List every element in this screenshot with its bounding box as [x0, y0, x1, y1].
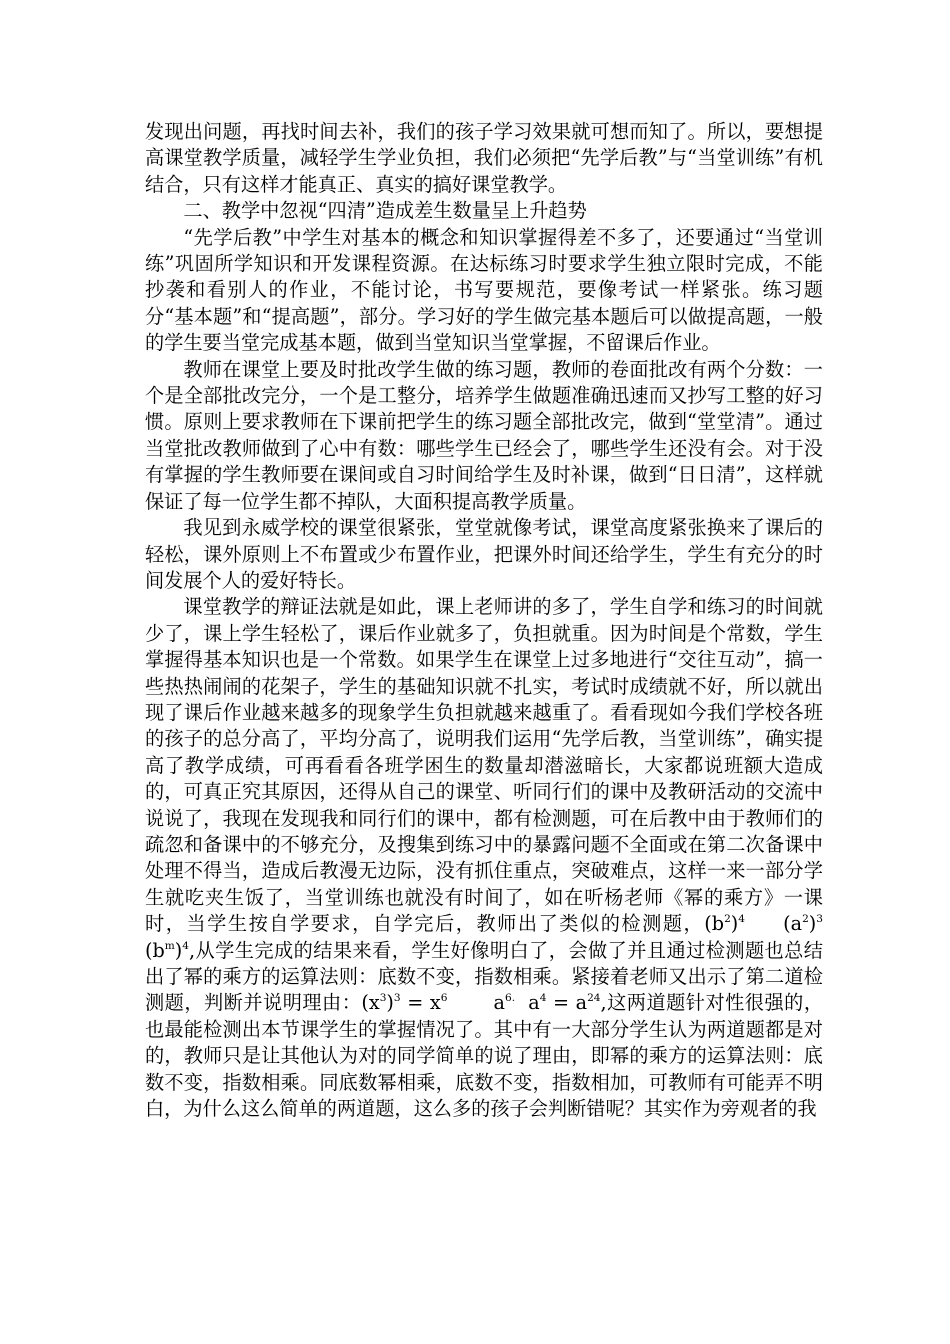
paragraph-5-text: 课堂教学的辩证法就是如此，课上老师讲的多了，学生自学和练习的时间就少了，课上学生轻松了，课后作业就多了，负担就重。因为时间是个常数，学生掌握得基本知识也是一个常数。如果学生在课堂上过多地进行“交往互动”，搞一些热热闹闹的花架子，学生的基础知识就不扎实，考试时成绩就不好，所以就出现了课后作业越来越多的现象学生负担就越来越重了。看看现如今我们学校各班的孩子的总分高了，平均分高了，说明我们运用“先学后教，当堂训练”，确实提高了教学成绩，可再看看各班学困生的数量却潜滋暗长，大家都说班额大造成的，可真正究其原因，还得从自己的课堂、听同行们的课中及教研活动的交流中说说了，我现在发现我和同行们的课中，都有检测题，可在后教中由于教师们的疏忽和备课中的不够充分，及搜集到练习中的暴露问题不全面或在第二次备课中处理不得当，造成后教漫无边际，没有抓住重点，突破难点，这样一来一部分学生就吃夹生饭了，当堂训练也就没有时间了，如在听杨老师《幂的乘方》一课时，当学生按自学要求，自学完后，教师出了类似的检测题， [145, 595, 823, 936]
paragraph-5 [145, 594, 823, 1122]
paragraph-5-end: ,这两道题针对性很强的，也最能检测出本节课学生的掌握情况了。其中有一大部分学生认为两道题都是对的，教师只是让其他认为对的同学简单的说了理由，即幂的乘方的运算法则：底数不变，指数相乘。同底数幂相乘，底数不变，指数相加，可教师有可能弄不明白，为什么这么简单的两道题，这么多的孩子会判断错呢？其实作为旁观者的我 [145, 991, 824, 1121]
math-expression-3: $(b^m)^4$ [145, 938, 190, 962]
paragraph-2: “先学后教”中学生对基本的概念和知识掌握得差不多了，还要通过“当堂训练”巩固所学知识和开发课程资源。在达标练习时要求学生独立限时完成，不能抄袭和看别人的作业，不能讨论，书写要规范，要像考试一样紧张。练习题分“基本题”和“提高题”，部分。学习好的学生做完基本题后可以做提高题，一般的学生要当堂完成基本题，做到当堂知识当堂掌握，不留课后作业。 [145, 225, 823, 355]
paragraph-1: 发现出问题，再找时间去补，我们的孩子学习效果就可想而知了。所以，要想提高课堂教学质量，减轻学生学业负担，我们必须把“先学后教”与“当堂训练”有机结合，只有这样才能真正、真实的搞好课堂教学。 [145, 120, 823, 196]
math-question-1: $(x^3)^3 = x^6$ [361, 991, 448, 1015]
paragraph-3: 教师在课堂上要及时批改学生做的练习题，教师的卷面批改有两个分数：一个是全部批改完分，一个是工整分，培养学生做题准确迅速而又抄写工整的好习惯。原则上要求教师在下课前把学生的练习题全部批改完，做到“堂堂清”。通过当堂批改教师做到了心中有数：哪些学生已经会了，哪些学生还没有会。对于没有掌握的学生教师要在课间或自习时间给学生及时补课，做到“日日清”，这样就保证了每一位学生都不掉队，大面积提高教学质量。 [145, 357, 823, 513]
paragraph-4: 我见到永威学校的课堂很紧张，堂堂就像考试，课堂高度紧张换来了课后的轻松，课外原则上不布置或少布置作业，把课外时间还给学生，学生有充分的时间发展个人的爱好特长。 [145, 516, 823, 592]
math-expression-1: $(b^2)^4$ [704, 912, 745, 936]
paragraph-5-continued: ,从学生完成的结果来看，学生好像明白了，会做了并且通过检测题也总结出了幂的乘方的运算法则：底数不变，指数相乘。紧接着老师又出示了第二道检测题，判断并说明理由： [145, 938, 823, 1015]
document-body [145, 119, 823, 1122]
math-question-2: $a^{6.}$ $a^4 = a^{24}$ [493, 991, 601, 1015]
math-expression-2: $(a^2)^3$ [783, 912, 824, 936]
section-heading: 二、教学中忽视“四清”造成差生数量呈上升趋势 [183, 199, 587, 223]
